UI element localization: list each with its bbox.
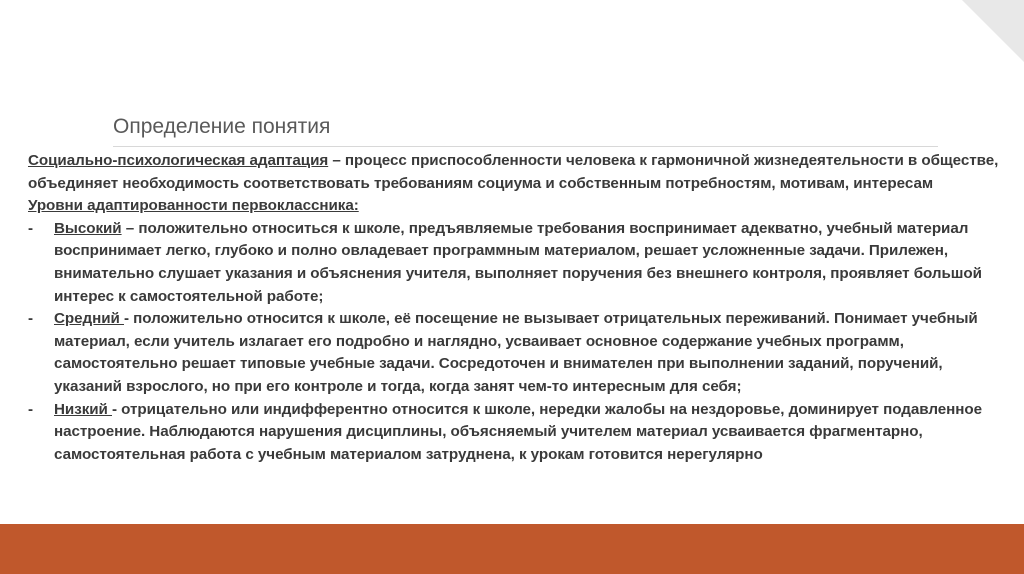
definition-paragraph: [28, 150, 1008, 195]
levels-heading: Уровни адаптированности первоклассника:: [28, 197, 359, 215]
corner-decoration: [962, 0, 1024, 62]
level-name: Средний: [54, 310, 124, 328]
list-dash: -: [28, 310, 34, 328]
definition-term: Социально-психологическая адаптация: [28, 152, 329, 169]
level-high: [28, 218, 1008, 308]
list-dash: -: [28, 400, 34, 418]
level-medium: [28, 308, 1008, 398]
level-name: Высокий: [54, 219, 122, 237]
slide-title: Определение понятия: [113, 115, 331, 138]
title-divider: [113, 146, 938, 147]
level-description: - отрицательно или индифферентно относится к школе, нередки жалобы на нездоровье, доминирует подавленное настроение. Наблюдаются нарушения дисциплины, объясняемый учителем материал усваивается фрагментарно, самостоятельная работа с учебным материалом затруднена, к урокам готовится нерегулярно: [54, 400, 982, 463]
footer-accent-band: [0, 524, 1024, 574]
level-low: [28, 399, 1008, 467]
level-description: – положительно относиться к школе, предъявляемые требования воспринимает адекватно, учебный материал воспринимает легко, глубоко и полно овладевает программным материалом, решает усложненные задачи. Прилежен, внимательно слушает указания и объяснения учителя, выполняет поручения без внешнего контроля, проявляет большой интерес к самостоятельной работе;: [54, 219, 982, 305]
list-dash: -: [28, 219, 34, 237]
slide-body: [28, 150, 1008, 466]
level-description: - положительно относится к школе, её посещение не вызывает отрицательных переживаний. Понимает учебный материал, если учитель излагает его подробно и наглядно, усваивает основное содержание учебных программ, самостоятельно решает типовые учебные задачи. Сосредоточен и внимателен при выполнении заданий, поручений, указаний взрослого, но при его контроле и тогда, когда занят чем-то интересным для себя;: [54, 310, 978, 395]
level-name: Низкий: [54, 400, 112, 418]
definition-text: – процесс приспособленности человека к гармоничной жизнедеятельности в обществе, объединяет необходимость соответствовать требованиям социума и собственным потребностям, мотивам, интересам: [28, 152, 999, 192]
